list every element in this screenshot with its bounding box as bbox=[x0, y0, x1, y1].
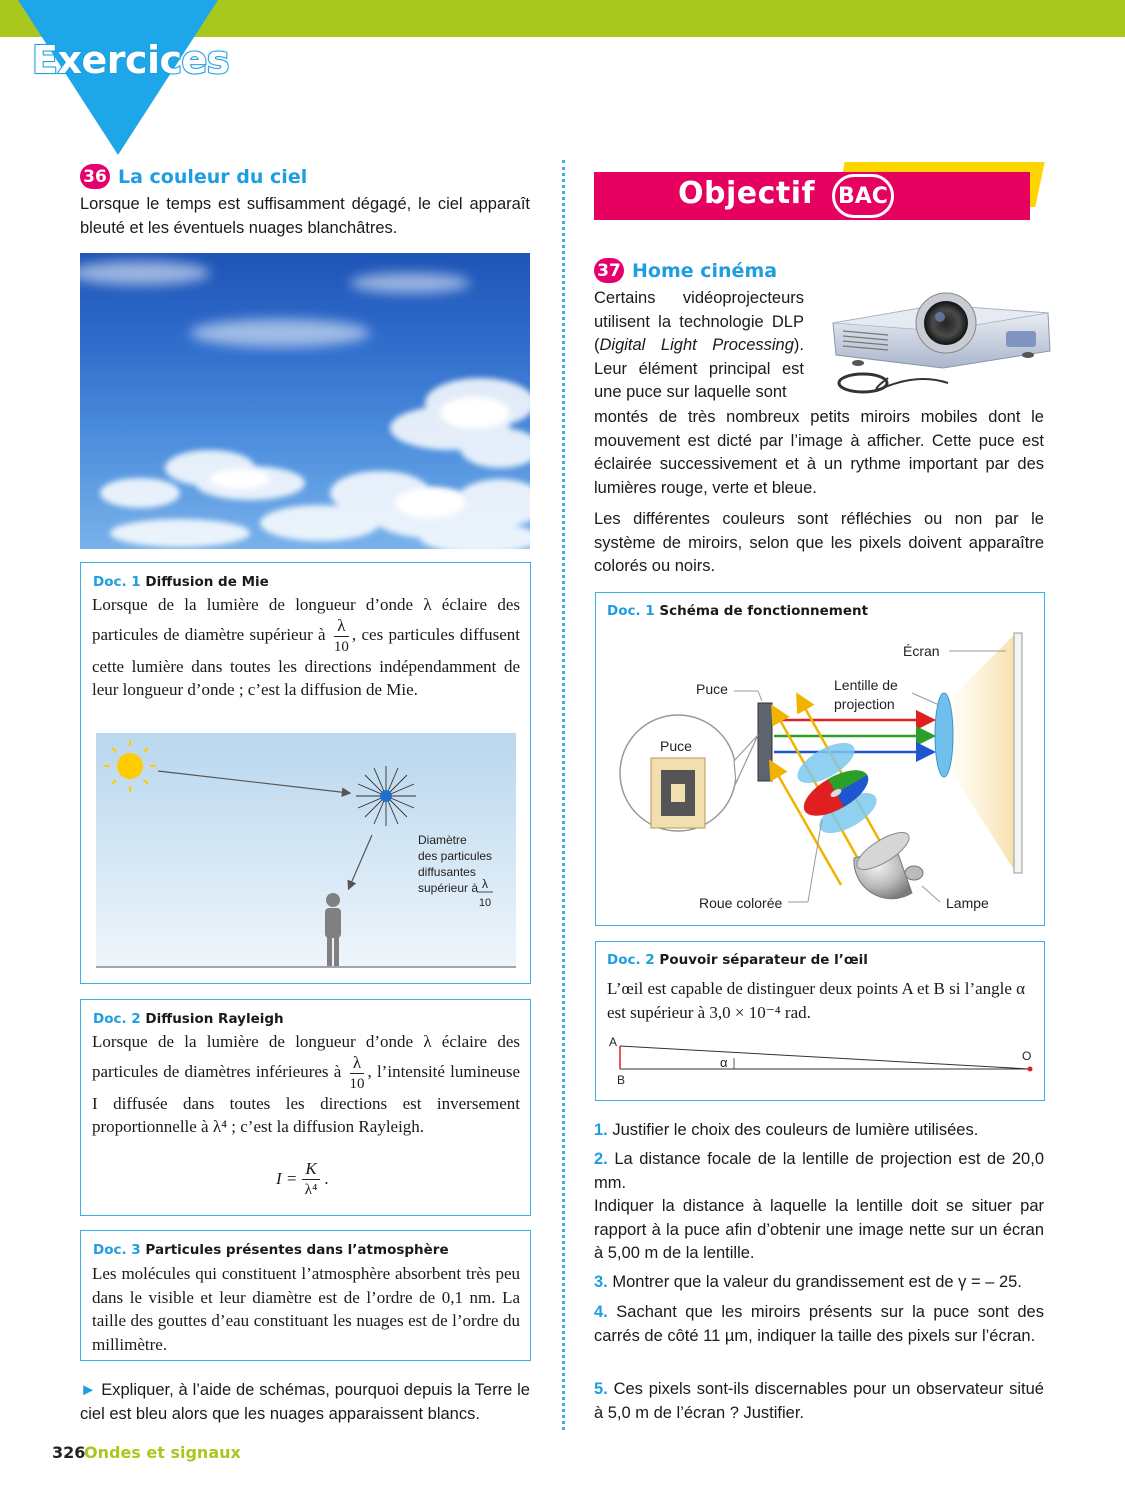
question-text: Sachant que les miroirs présents sur la puce sont des carrés de côté 11 µm, indiquer la taille des pixels sur l’écran. bbox=[594, 1303, 1044, 1345]
page-number: 326 bbox=[52, 1443, 86, 1462]
formula-fraction bbox=[302, 1160, 319, 1198]
point-a-label: A bbox=[609, 1035, 618, 1049]
doc-text-part-b: , l’intensité lumineuse I diffusée dans toutes les directions est inversement proportionnelle à λ⁴ ; c’est la diffusion Rayleigh. bbox=[92, 1061, 521, 1136]
screen-icon bbox=[1014, 633, 1022, 873]
fraction-lambda-10 bbox=[334, 617, 349, 655]
question-5 bbox=[594, 1378, 1044, 1425]
exercise-title: La couleur du ciel bbox=[118, 165, 308, 188]
doc-text bbox=[92, 593, 520, 702]
fraction-denominator: 10 bbox=[333, 638, 349, 655]
doc-title: Schéma de fonctionnement bbox=[659, 603, 869, 619]
exercise-36-task bbox=[80, 1379, 530, 1426]
question-text: Ces pixels sont-ils discernables pour un observateur situé à 5,0 m de l’écran ? Justifier. bbox=[594, 1380, 1044, 1422]
question-2 bbox=[594, 1148, 1044, 1266]
doc-1-schema-box bbox=[595, 592, 1045, 926]
lamp-icon bbox=[852, 826, 923, 899]
doc-text-part-a: Lorsque de la lumière de longueur d’onde λ éclaire des particules de diamètre supérieur à bbox=[92, 595, 520, 644]
exercise-number-badge: 36 bbox=[80, 164, 110, 189]
column-separator bbox=[562, 160, 565, 1430]
diagram-label-line-3: diffusantes bbox=[418, 865, 476, 879]
doc-2-rayleigh-box bbox=[80, 999, 531, 1216]
point-o-label: O bbox=[1022, 1049, 1032, 1063]
intro-part-1: Certains vidéoprojecteurs utilisent la technologie DLP ( bbox=[594, 289, 804, 354]
exercise-36-intro: Lorsque le temps est suffisamment dégagé, le ciel apparaît bleuté et les éventuels nuages blanchâtres. bbox=[80, 195, 530, 237]
question-number: 2. bbox=[594, 1150, 608, 1168]
angle-alpha-label: α bbox=[720, 1055, 728, 1070]
diagram-label-line-4: supérieur à bbox=[418, 881, 479, 895]
doc-title: Diffusion Rayleigh bbox=[145, 1011, 284, 1027]
doc-text: Les molécules qui constituent l’atmosphère absorbent très peu dans le visible et leur diamètre est de l’ordre de 0,1 nm. La taille des gouttes d’eau constituant les nuages est de l’ordre du millimètre. bbox=[92, 1264, 520, 1354]
dlp-schematic bbox=[596, 623, 1044, 923]
question-text: La distance focale de la lentille de projection est de 20,0 mm. bbox=[594, 1150, 1044, 1192]
clouds-illustration bbox=[80, 253, 530, 549]
dmd-chip-icon bbox=[758, 703, 772, 781]
doc-title: Particules présentes dans l’atmosphère bbox=[145, 1242, 449, 1258]
question-number: 5. bbox=[594, 1380, 608, 1398]
doc-2-eye-box bbox=[595, 941, 1045, 1101]
intro-italic: Digital Light Processing bbox=[599, 336, 794, 354]
doc-text-part-a: Lorsque de la lumière de longueur d’onde λ éclaire des particules de diamètres inférieures à bbox=[92, 1032, 520, 1081]
doc-3-atmosphere-box bbox=[80, 1230, 531, 1361]
projector-photo bbox=[828, 283, 1053, 403]
exercise-37-intro-b: montés de très nombreux petits miroirs mobiles dont le mouvement est dicté par l’image à afficher. Cette puce est éclairée successivement et à un rythme important par des lumières rouge, verte et bleue. bbox=[594, 408, 1044, 497]
question-1 bbox=[594, 1119, 1044, 1143]
question-4 bbox=[594, 1301, 1044, 1348]
diagram-frac-num: λ bbox=[482, 877, 488, 891]
diagram-frac-den: 10 bbox=[478, 897, 492, 909]
chip-zoom-callout bbox=[620, 715, 758, 831]
formula-end: . bbox=[324, 1169, 329, 1189]
angle-diagram bbox=[604, 1034, 1034, 1084]
exercise-37-intro-a bbox=[594, 287, 804, 405]
fraction-denominator: 10 bbox=[349, 1075, 365, 1092]
question-text-2: Indiquer la distance à laquelle la lentille doit se situer par rapport à la puce afin d’obtenir une image nette sur un écran à 5,00 m de la lentille. bbox=[594, 1197, 1044, 1262]
doc-text bbox=[92, 1030, 520, 1139]
intro-part-2: ). Leur élément principal est une puce sur laquelle sont bbox=[594, 336, 804, 401]
banner-bac-badge: BAC bbox=[832, 174, 894, 218]
label-puce-zoom: Puce bbox=[660, 738, 692, 754]
task-marker-icon: ► bbox=[80, 1381, 97, 1399]
question-number: 3. bbox=[594, 1273, 608, 1291]
label-lentille-line-2: projection bbox=[834, 696, 895, 712]
question-number: 1. bbox=[594, 1121, 608, 1139]
formula-numerator: K bbox=[302, 1160, 319, 1180]
doc-heading bbox=[93, 1242, 449, 1258]
label-lampe: Lampe bbox=[946, 895, 989, 911]
section-title: Exercices bbox=[32, 38, 229, 82]
question-text: Justifier le choix des couleurs de lumière utilisées. bbox=[612, 1121, 979, 1139]
doc-title: Pouvoir séparateur de l’œil bbox=[659, 952, 868, 968]
objectif-bac-banner bbox=[594, 172, 1030, 220]
doc-number: Doc. 1 bbox=[607, 603, 655, 619]
banner-objectif-text: Objectif bbox=[678, 176, 816, 211]
doc-text-part-b: , ces particules diffusent cette lumière dans toutes les directions indépendamment de leur longueur d’onde ; c’est la diffusion de Mie. bbox=[92, 624, 520, 699]
doc-number: Doc. 3 bbox=[93, 1242, 141, 1258]
projection-lens-icon bbox=[935, 693, 953, 777]
label-ecran: Écran bbox=[903, 643, 940, 659]
doc-heading bbox=[607, 603, 868, 619]
doc-number: Doc. 1 bbox=[93, 574, 141, 590]
scattering-particle-icon bbox=[356, 766, 416, 826]
question-text: Montrer que la valeur du grandissement est de γ = – 25. bbox=[612, 1273, 1022, 1291]
question-number: 4. bbox=[594, 1303, 608, 1321]
question-3 bbox=[594, 1271, 1044, 1295]
label-lentille-line-1: Lentille de bbox=[834, 677, 898, 693]
rayleigh-formula bbox=[276, 1160, 329, 1198]
diagram-label-line-1: Diamètre bbox=[418, 833, 467, 847]
task-text: Expliquer, à l’aide de schémas, pourquoi depuis la Terre le ciel est bleu alors que les nuages apparaissent blancs. bbox=[80, 1381, 530, 1423]
chapter-title: Ondes et signaux bbox=[84, 1443, 241, 1462]
doc-number: Doc. 2 bbox=[607, 952, 655, 968]
doc-heading bbox=[93, 574, 269, 590]
fraction-lambda-10 bbox=[350, 1054, 365, 1092]
fraction-numerator: λ bbox=[350, 1054, 364, 1074]
doc-heading bbox=[607, 952, 868, 968]
formula-denominator: λ⁴ bbox=[304, 1182, 318, 1198]
formula-lhs: I = bbox=[276, 1169, 298, 1189]
doc-title: Diffusion de Mie bbox=[145, 574, 269, 590]
exercise-36-heading bbox=[80, 164, 307, 189]
label-puce: Puce bbox=[696, 681, 728, 697]
fraction-numerator: λ bbox=[334, 617, 348, 637]
doc-1-mie-box bbox=[80, 562, 531, 984]
exercise-number-badge: 37 bbox=[594, 258, 624, 283]
exercise-37-intro-c: Les différentes couleurs sont réfléchies ou non par le système de miroirs, selon que les pixels doivent apparaître colorés ou noirs. bbox=[594, 510, 1044, 575]
doc-heading bbox=[93, 1011, 284, 1027]
point-b-label: B bbox=[617, 1073, 626, 1084]
doc-text: L’œil est capable de distinguer deux points A et B si l’angle α est supérieur à 3,0 × 10⁻⁴ rad. bbox=[607, 979, 1026, 1022]
mie-diagram bbox=[96, 733, 516, 969]
label-roue-coloree: Roue colorée bbox=[699, 895, 783, 911]
exercise-37-heading bbox=[594, 258, 777, 283]
sky-photo bbox=[80, 253, 530, 549]
diagram-label-line-2: des particules bbox=[418, 849, 493, 863]
exercise-title: Home cinéma bbox=[632, 259, 778, 282]
doc-number: Doc. 2 bbox=[93, 1011, 141, 1027]
